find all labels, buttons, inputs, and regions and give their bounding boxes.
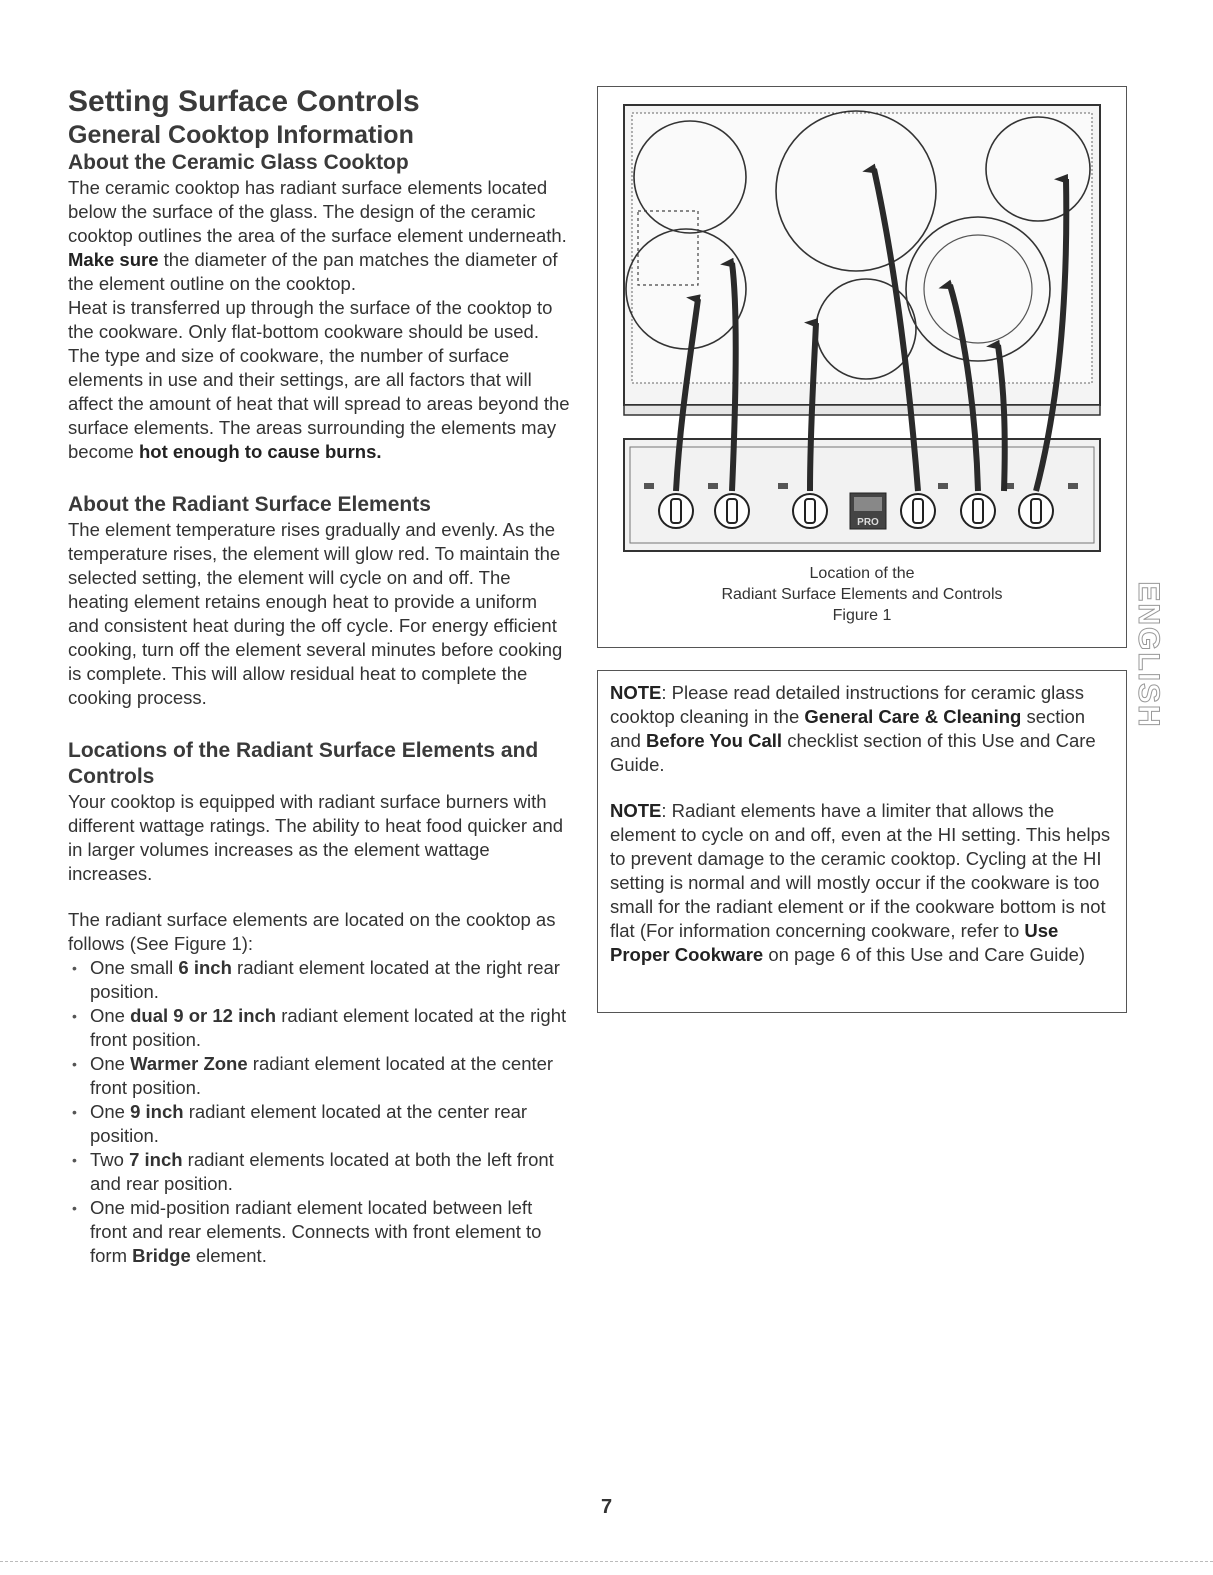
bottom-divider (0, 1561, 1213, 1562)
pointer-arrow (732, 263, 736, 491)
heading-radiant-elements: About the Radiant Surface Elements (68, 493, 431, 516)
control-knob (715, 494, 749, 528)
element-location-list (68, 956, 570, 1268)
page-subtitle: General Cooktop Information (68, 121, 414, 149)
control-knob (901, 494, 935, 528)
control-knob (961, 494, 995, 528)
figure-1-box (597, 86, 1127, 648)
list-item: • One small 6 inch radiant element located at the right rear position. (68, 956, 570, 1004)
list-item: • Two 7 inch radiant elements located at both the left front and rear position. (68, 1148, 570, 1196)
notes-box (597, 670, 1127, 1013)
clock-display (850, 493, 886, 529)
main-text-column (68, 84, 570, 1268)
note-cleaning: NOTE: Please read detailed instructions for ceramic glass cooktop cleaning in the General Care & Cleaning section and Before You Call checklist section of this Use and Care Guide. (610, 682, 1096, 775)
note-limiter: NOTE: Radiant elements have a limiter that allows the element to cycle on and off, even at the HI setting. This helps to prevent damage to the ceramic cooktop. Cycling at the HI setting is normal and will mostly occur if the cookware is too small for the radiant element or if the cookware bottom is not flat (For information concerning cookware, refer to Use Proper Cookware on page 6 of this Use and Care Guide) (610, 800, 1111, 965)
paragraph-ceramic-1: The ceramic cooktop has radiant surface elements located below the surface of the glass. The design of the ceramic cooktop outlines the area of the surface element underneath. Make sure the diameter of the pan matches the diameter of the element outline on the cooktop. (68, 177, 567, 294)
list-item: • One mid-position radiant element located between left front and rear elements. Connects with front element to form Bridge element. (68, 1196, 570, 1268)
list-item: • One Warmer Zone radiant element located at the center front position. (68, 1052, 570, 1100)
paragraph-locations-1: Your cooktop is equipped with radiant surface burners with different wattage ratings. The ability to heat food quicker and in larger volumes increases as the element wattage increases. (68, 791, 564, 884)
display-label: PRO (857, 517, 879, 528)
page-title: Setting Surface Controls (68, 85, 420, 118)
caption-line: Radiant Surface Elements and Controls (721, 586, 1003, 603)
caption-line: Location of the (809, 565, 915, 582)
caption-line: Figure 1 (832, 607, 892, 624)
control-knob (659, 494, 693, 528)
heading-ceramic-cooktop: About the Ceramic Glass Cooktop (68, 151, 409, 174)
side-tab-label: ENGLISH (1132, 581, 1165, 729)
control-knob (1019, 494, 1053, 528)
paragraph-ceramic-2: Heat is transferred up through the surface of the cooktop to the cookware. Only flat-bottom cookware should be used. The type and size of cookware, the number of surface elements in use and their settings, are all factors that will affect the amount of heat that will spread to areas beyond the surface elements. The areas surrounding the elements may become hot enough to cause burns. (68, 297, 570, 462)
list-item: • One 9 inch radiant element located at the center rear position. (68, 1100, 570, 1148)
page-number: 7 (600, 1496, 613, 1518)
list-item: • One dual 9 or 12 inch radiant element located at the right front position. (68, 1004, 570, 1052)
figure-caption (598, 563, 1126, 626)
paragraph-radiant-1: The element temperature rises gradually and evenly. As the temperature rises, the element will glow red. To maintain the selected setting, the element will cycle on and off. The heating element retains enough heat to provide a uniform and consistent heat during the off cycle. For energy efficient cooking, turn off the element several minutes before cooking is complete. This will allow residual heat to complete the cooking process. (68, 519, 563, 708)
language-side-tab (1128, 581, 1168, 729)
control-knob (793, 494, 827, 528)
paragraph-locations-2: The radiant surface elements are located on the cooktop as follows (See Figure 1): (68, 909, 556, 954)
cooktop-diagram (620, 99, 1104, 559)
heading-locations: Locations of the Radiant Surface Elements and Controls (68, 739, 539, 788)
